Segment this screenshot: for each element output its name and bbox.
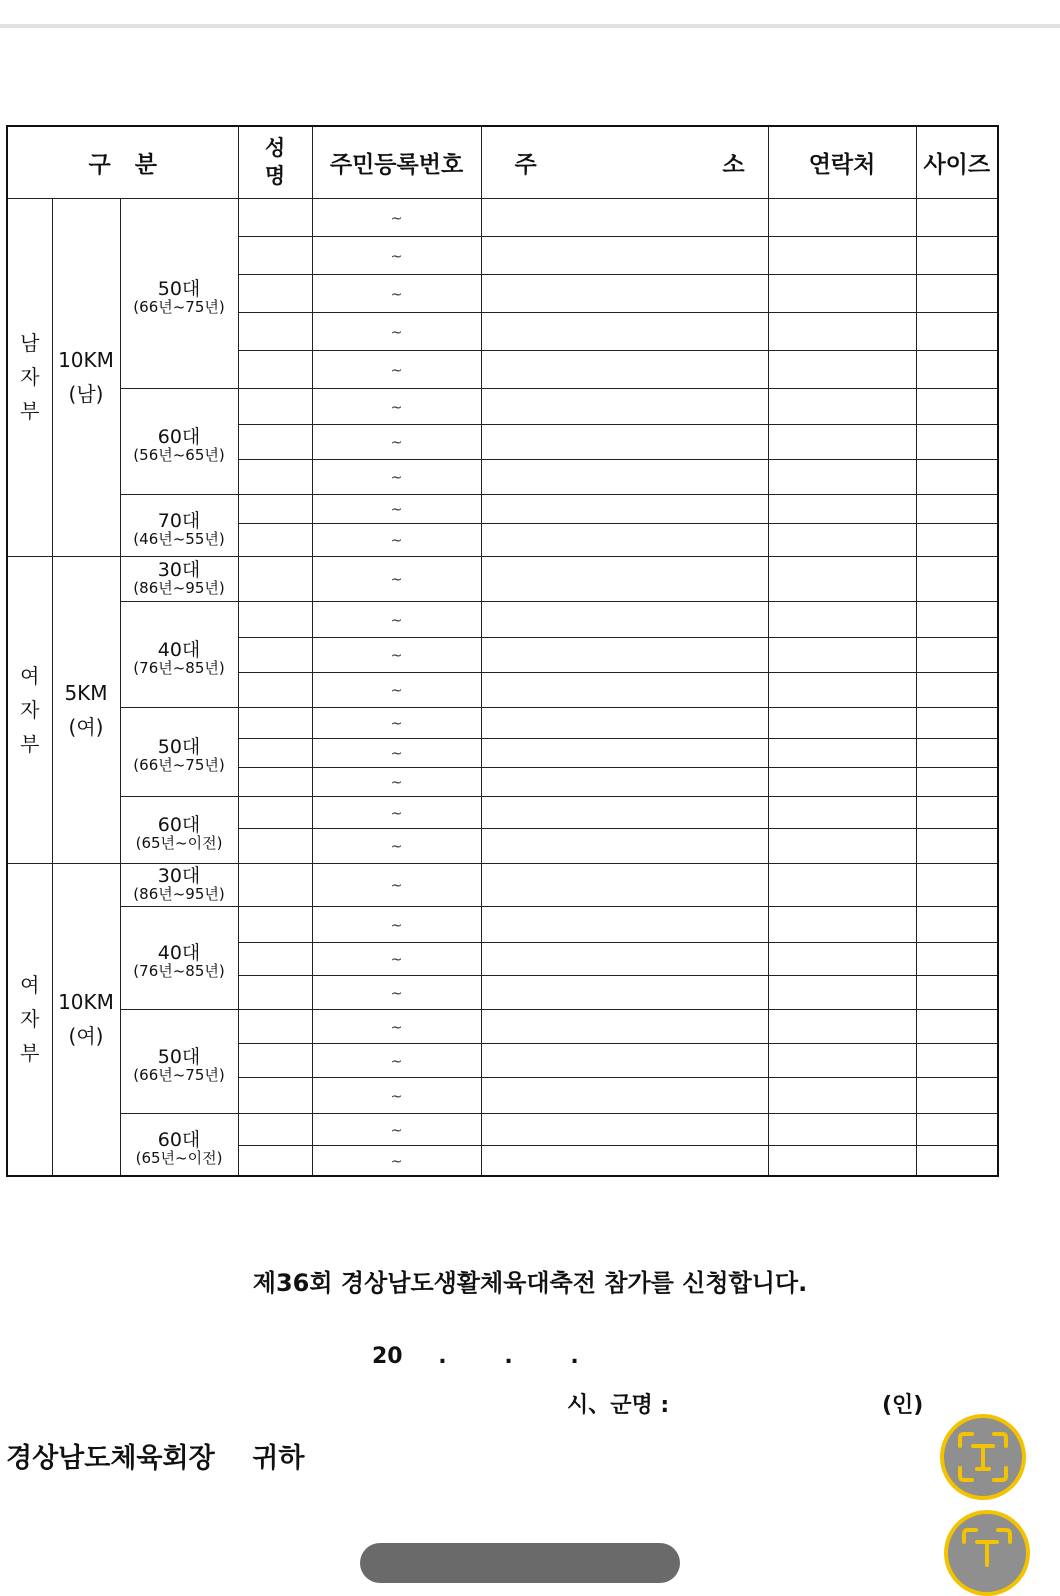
division-cell: 남자부	[7, 198, 52, 556]
age-group-label: 40대	[157, 942, 201, 964]
size-input-cell[interactable]	[916, 942, 998, 975]
table-row	[7, 906, 998, 942]
id-number-input-cell[interactable]	[312, 863, 481, 906]
size-input-cell[interactable]	[916, 388, 998, 424]
tilde-mark: ~	[390, 248, 403, 265]
id-number-input-cell[interactable]	[312, 942, 481, 975]
address-input-cell[interactable]	[481, 738, 768, 767]
header-contact: 연락처	[768, 126, 916, 198]
age-group-cell	[120, 556, 238, 601]
id-number-input-cell[interactable]	[312, 738, 481, 767]
tilde-mark: ~	[390, 878, 403, 894]
address-input-cell[interactable]	[481, 523, 768, 556]
tilde-mark: ~	[390, 1088, 403, 1105]
age-group-years: (86년~95년)	[133, 579, 225, 597]
age-group-cell	[120, 796, 238, 863]
contact-input-cell[interactable]	[768, 523, 916, 556]
age-group-cell	[120, 1113, 238, 1176]
tilde-mark: ~	[390, 502, 403, 518]
name-input-cell[interactable]	[238, 707, 312, 738]
contact-input-cell[interactable]	[768, 1145, 916, 1176]
address-input-cell[interactable]	[481, 350, 768, 388]
id-number-input-cell[interactable]	[312, 556, 481, 601]
age-group-years: (46년~55년)	[133, 529, 225, 548]
size-input-cell[interactable]	[916, 1077, 998, 1113]
id-number-input-cell[interactable]	[312, 601, 481, 637]
address-input-cell[interactable]	[481, 828, 768, 863]
bottom-toolbar-handle[interactable]	[360, 1543, 680, 1583]
tilde-mark: ~	[390, 805, 403, 822]
id-number-input-cell[interactable]	[312, 388, 481, 424]
age-group-cell	[120, 198, 238, 388]
course-cell: 10KM (여)	[52, 863, 120, 1176]
city-county-label: 시、군명 :	[567, 1393, 670, 1418]
size-input-cell[interactable]	[916, 1145, 998, 1176]
tilde-mark: ~	[390, 952, 403, 968]
id-number-input-cell[interactable]	[312, 672, 481, 707]
age-group-cell	[120, 707, 238, 796]
contact-input-cell[interactable]	[768, 863, 916, 906]
tilde-mark: ~	[390, 839, 403, 855]
tilde-mark: ~	[390, 648, 403, 664]
contact-input-cell[interactable]	[768, 672, 916, 707]
contact-input-cell[interactable]	[768, 1043, 916, 1077]
id-number-input-cell[interactable]	[312, 198, 481, 236]
address-input-cell[interactable]	[481, 796, 768, 828]
name-input-cell[interactable]	[238, 1043, 312, 1077]
age-group-label: 70대	[157, 509, 201, 532]
name-input-cell[interactable]	[238, 1113, 312, 1145]
size-input-cell[interactable]	[916, 198, 998, 236]
contact-input-cell[interactable]	[768, 274, 916, 312]
name-input-cell[interactable]	[238, 198, 312, 236]
header-address-a: 주	[514, 151, 537, 178]
address-input-cell[interactable]	[481, 312, 768, 350]
division-cell: 여자부	[7, 556, 52, 863]
address-input-cell[interactable]	[481, 1113, 768, 1145]
tilde-mark: ~	[390, 324, 403, 341]
contact-input-cell[interactable]	[768, 556, 916, 601]
contact-input-cell[interactable]	[768, 1009, 916, 1043]
age-group-years: (86년~95년)	[133, 885, 225, 903]
name-input-cell[interactable]	[238, 1077, 312, 1113]
text-scan-button[interactable]	[940, 1414, 1026, 1500]
tilde-mark: ~	[390, 286, 403, 303]
name-input-cell[interactable]	[238, 523, 312, 556]
id-number-input-cell[interactable]	[312, 767, 481, 796]
contact-input-cell[interactable]	[768, 975, 916, 1009]
address-input-cell[interactable]	[481, 863, 768, 906]
contact-input-cell[interactable]	[768, 767, 916, 796]
size-input-cell[interactable]	[916, 738, 998, 767]
id-number-input-cell[interactable]	[312, 1145, 481, 1176]
size-input-cell[interactable]	[916, 906, 998, 942]
size-input-cell[interactable]	[916, 828, 998, 863]
contact-input-cell[interactable]	[768, 601, 916, 637]
address-input-cell[interactable]	[481, 388, 768, 424]
name-input-cell[interactable]	[238, 1009, 312, 1043]
contact-input-cell[interactable]	[768, 494, 916, 523]
name-input-cell[interactable]	[238, 796, 312, 828]
size-input-cell[interactable]	[916, 1043, 998, 1077]
name-input-cell[interactable]	[238, 672, 312, 707]
contact-input-cell[interactable]	[768, 312, 916, 350]
table-row	[7, 1113, 998, 1145]
tilde-mark: ~	[390, 435, 403, 451]
age-group-cell	[120, 863, 238, 906]
address-input-cell[interactable]	[481, 672, 768, 707]
size-input-cell[interactable]	[916, 350, 998, 388]
tilde-mark: ~	[390, 917, 403, 934]
size-input-cell[interactable]	[916, 556, 998, 601]
division-cell: 여자부	[7, 863, 52, 1176]
table-row	[7, 863, 998, 906]
size-input-cell[interactable]	[916, 274, 998, 312]
address-input-cell[interactable]	[481, 707, 768, 738]
size-input-cell[interactable]	[916, 459, 998, 494]
id-number-input-cell[interactable]	[312, 796, 481, 828]
contact-input-cell[interactable]	[768, 424, 916, 459]
tilde-mark: ~	[390, 746, 403, 762]
id-number-input-cell[interactable]	[312, 975, 481, 1009]
age-group-years: (65년~이전)	[135, 834, 223, 852]
tilde-mark: ~	[390, 985, 403, 1002]
size-input-cell[interactable]	[916, 637, 998, 672]
contact-input-cell[interactable]	[768, 388, 916, 424]
age-group-years: (56년~65년)	[133, 445, 225, 464]
table-row	[7, 707, 998, 738]
address-input-cell[interactable]	[481, 459, 768, 494]
contact-input-cell[interactable]	[768, 1077, 916, 1113]
text-scan-icon	[954, 1428, 1012, 1486]
contact-input-cell[interactable]	[768, 637, 916, 672]
age-group-label: 60대	[157, 425, 201, 448]
contact-input-cell[interactable]	[768, 906, 916, 942]
id-number-input-cell[interactable]	[312, 828, 481, 863]
id-number-input-cell[interactable]	[312, 637, 481, 672]
name-input-cell[interactable]	[238, 828, 312, 863]
tilde-mark: ~	[390, 399, 403, 416]
size-input-cell[interactable]	[916, 236, 998, 274]
size-input-cell[interactable]	[916, 424, 998, 459]
table-row	[7, 198, 998, 236]
name-input-cell[interactable]	[238, 601, 312, 637]
name-input-cell[interactable]	[238, 312, 312, 350]
size-input-cell[interactable]	[916, 494, 998, 523]
contact-input-cell[interactable]	[768, 1113, 916, 1145]
address-input-cell[interactable]	[481, 1145, 768, 1176]
id-number-input-cell[interactable]	[312, 1043, 481, 1077]
top-bar	[0, 0, 1060, 28]
course-cell: 5KM (여)	[52, 556, 120, 863]
id-number-input-cell[interactable]	[312, 1113, 481, 1145]
tilde-mark: ~	[390, 775, 403, 791]
table-row	[7, 796, 998, 828]
name-input-cell[interactable]	[238, 975, 312, 1009]
id-number-input-cell[interactable]	[312, 424, 481, 459]
size-input-cell[interactable]	[916, 707, 998, 738]
age-group-label: 50대	[157, 277, 201, 300]
date-dot-3: .	[570, 1344, 579, 1369]
size-input-cell[interactable]	[916, 601, 998, 637]
age-group-cell	[120, 388, 238, 494]
size-input-cell[interactable]	[916, 523, 998, 556]
table-row	[7, 388, 998, 424]
age-group-label: 50대	[157, 1045, 201, 1068]
name-input-cell[interactable]	[238, 906, 312, 942]
age-group-label: 40대	[157, 638, 201, 661]
application-table	[6, 125, 999, 1177]
course-cell: 10KM (남)	[52, 198, 120, 556]
size-input-cell[interactable]	[916, 312, 998, 350]
declaration-text: 제36회 경상남도생활체육대축전 참가를 신청합니다.	[252, 1269, 808, 1297]
address-input-cell[interactable]	[481, 906, 768, 942]
table-row	[7, 601, 998, 637]
tilde-mark: ~	[390, 362, 403, 379]
contact-input-cell[interactable]	[768, 459, 916, 494]
age-group-years: (66년~75년)	[133, 756, 225, 774]
id-number-input-cell[interactable]	[312, 312, 481, 350]
age-group-label: 50대	[157, 736, 201, 758]
id-number-input-cell[interactable]	[312, 707, 481, 738]
date-line	[372, 1344, 579, 1369]
tilde-mark: ~	[390, 1153, 403, 1170]
tilde-mark: ~	[390, 1053, 403, 1070]
text-scan-button-secondary[interactable]	[944, 1510, 1030, 1596]
date-year: 20	[372, 1344, 403, 1369]
contact-input-cell[interactable]	[768, 198, 916, 236]
size-input-cell[interactable]	[916, 796, 998, 828]
tilde-mark: ~	[390, 716, 403, 732]
recipient-line: 경상남도체육회장 귀하	[6, 1443, 305, 1474]
address-input-cell[interactable]	[481, 601, 768, 637]
name-input-cell[interactable]	[238, 863, 312, 906]
table-header-row	[7, 126, 998, 198]
age-group-cell	[120, 1009, 238, 1113]
contact-input-cell[interactable]	[768, 942, 916, 975]
name-input-cell[interactable]	[238, 388, 312, 424]
header-division: 구 분	[7, 126, 238, 198]
table-row	[7, 1009, 998, 1043]
id-number-input-cell[interactable]	[312, 274, 481, 312]
id-number-input-cell[interactable]	[312, 236, 481, 274]
size-input-cell[interactable]	[916, 1113, 998, 1145]
id-number-input-cell[interactable]	[312, 350, 481, 388]
contact-input-cell[interactable]	[768, 707, 916, 738]
size-input-cell[interactable]	[916, 975, 998, 1009]
contact-input-cell[interactable]	[768, 738, 916, 767]
size-input-cell[interactable]	[916, 1009, 998, 1043]
name-input-cell[interactable]	[238, 494, 312, 523]
header-size: 사이즈	[916, 126, 998, 198]
tilde-mark: ~	[390, 470, 403, 486]
age-group-cell	[120, 906, 238, 1009]
age-group-years: (76년~85년)	[133, 658, 225, 677]
contact-input-cell[interactable]	[768, 796, 916, 828]
age-group-cell	[120, 494, 238, 556]
address-input-cell[interactable]	[481, 1043, 768, 1077]
address-input-cell[interactable]	[481, 767, 768, 796]
size-input-cell[interactable]	[916, 672, 998, 707]
address-input-cell[interactable]	[481, 942, 768, 975]
address-input-cell[interactable]	[481, 494, 768, 523]
name-input-cell[interactable]	[238, 556, 312, 601]
age-group-years: (66년~75년)	[133, 1065, 225, 1084]
header-name	[238, 126, 312, 198]
date-dot-2: .	[504, 1344, 513, 1369]
table-row	[7, 494, 998, 523]
tilde-mark: ~	[390, 1122, 403, 1139]
id-number-input-cell[interactable]	[312, 1077, 481, 1113]
age-group-years: (76년~85년)	[133, 962, 225, 980]
tilde-mark: ~	[390, 683, 403, 699]
tilde-mark: ~	[390, 612, 403, 629]
name-input-cell[interactable]	[238, 274, 312, 312]
table-body	[7, 198, 998, 1176]
address-input-cell[interactable]	[481, 1009, 768, 1043]
name-input-cell[interactable]	[238, 942, 312, 975]
age-group-years: (65년~이전)	[135, 1148, 223, 1167]
address-input-cell[interactable]	[481, 1077, 768, 1113]
name-input-cell[interactable]	[238, 350, 312, 388]
id-number-input-cell[interactable]	[312, 494, 481, 523]
date-dot-1: .	[438, 1344, 447, 1369]
id-number-input-cell[interactable]	[312, 459, 481, 494]
age-group-years: (66년~75년)	[133, 297, 225, 316]
header-id-number: 주민등록번호	[312, 126, 481, 198]
id-number-input-cell[interactable]	[312, 1009, 481, 1043]
age-group-label: 60대	[157, 1128, 201, 1151]
tilde-mark: ~	[390, 572, 403, 588]
address-input-cell[interactable]	[481, 236, 768, 274]
tilde-mark: ~	[390, 210, 403, 227]
seal-mark: (인)	[882, 1393, 924, 1418]
id-number-input-cell[interactable]	[312, 523, 481, 556]
name-input-cell[interactable]	[238, 637, 312, 672]
age-group-label: 30대	[157, 865, 201, 887]
name-input-cell[interactable]	[238, 459, 312, 494]
name-input-cell[interactable]	[238, 738, 312, 767]
tilde-mark: ~	[390, 533, 403, 549]
table-row	[7, 556, 998, 601]
address-input-cell[interactable]	[481, 424, 768, 459]
text-scan-icon	[958, 1524, 1016, 1582]
id-number-input-cell[interactable]	[312, 906, 481, 942]
address-input-cell[interactable]	[481, 198, 768, 236]
address-input-cell[interactable]	[481, 556, 768, 601]
name-input-cell[interactable]	[238, 236, 312, 274]
age-group-label: 30대	[157, 559, 201, 581]
tilde-mark: ~	[390, 1019, 403, 1036]
contact-input-cell[interactable]	[768, 236, 916, 274]
header-address-b: 소	[722, 151, 745, 178]
age-group-cell	[120, 601, 238, 707]
address-input-cell[interactable]	[481, 975, 768, 1009]
age-group-label: 60대	[157, 814, 201, 836]
size-input-cell[interactable]	[916, 863, 998, 906]
address-input-cell[interactable]	[481, 274, 768, 312]
header-name-text: 성명	[264, 136, 286, 189]
size-input-cell[interactable]	[916, 767, 998, 796]
name-input-cell[interactable]	[238, 1145, 312, 1176]
header-address	[481, 126, 768, 198]
contact-input-cell[interactable]	[768, 350, 916, 388]
contact-input-cell[interactable]	[768, 828, 916, 863]
name-input-cell[interactable]	[238, 767, 312, 796]
name-input-cell[interactable]	[238, 424, 312, 459]
address-input-cell[interactable]	[481, 637, 768, 672]
